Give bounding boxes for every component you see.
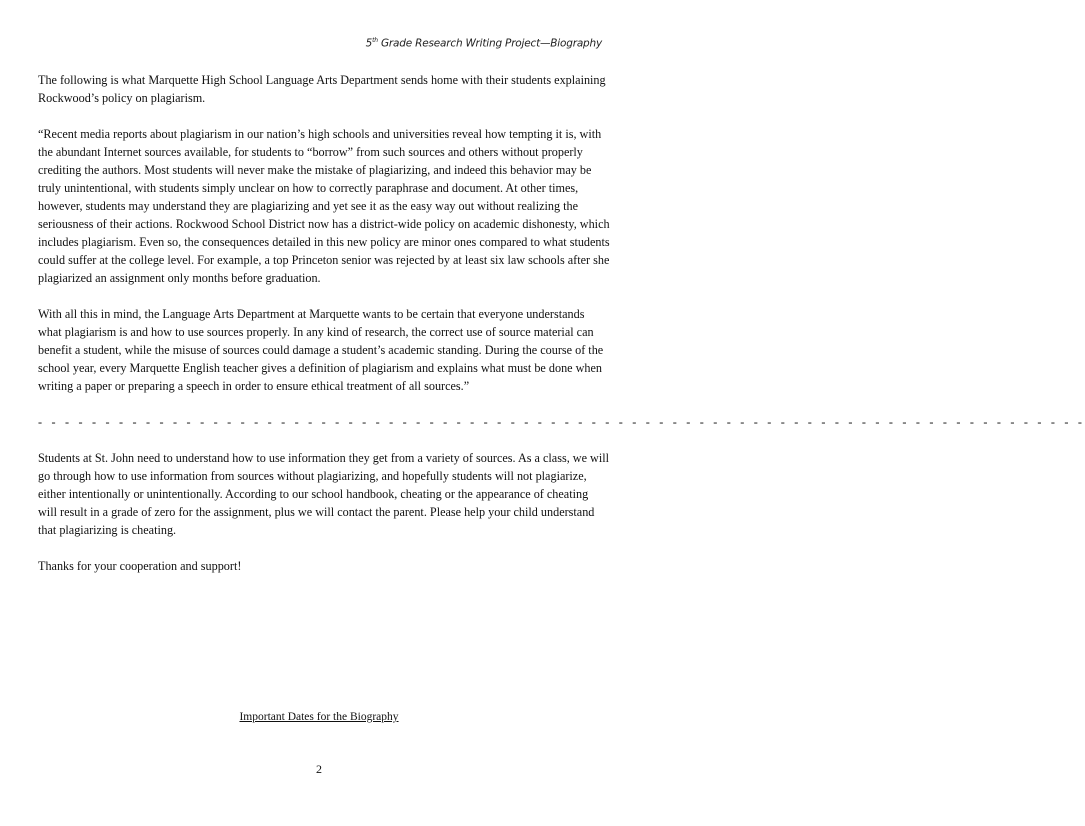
quote-paragraph-2: With all this in mind, the Language Arts Department at Marquette wants to be certain that everyone understands what plagiarism is and how to use sources properly. In any kind of research, the correct use of source material can benefit a student, while the misuse of sources could damage a student’s academic standing. During the course of the school year, every Marquette English teacher gives a definition of plagiarism and explains what must be done when writing a paper or preparing a speech in order to ensure ethical treatment of all sources.” bbox=[38, 307, 604, 393]
thanks-line: Thanks for your cooperation and support! bbox=[38, 559, 242, 573]
intro-paragraph: The following is what Marquette High School Language Arts Department sends home with their students explaining Rockwood’s policy on plagiarism. bbox=[38, 73, 606, 105]
page-header bbox=[366, 37, 602, 50]
important-dates-heading: Important Dates for the Biography bbox=[239, 711, 399, 723]
document-body bbox=[38, 71, 1085, 593]
grade-number: 5 bbox=[365, 37, 373, 50]
dashed-divider: - - - - - - - - - - - - - - - - - - - - - - - - - - - - - - - - - - - - - - - - - - - - - - - - - - - - - - - - - - - - - - - - - - - - - - - - - - - - - - bbox=[38, 415, 1085, 429]
st-john-paragraph: Students at St. John need to understand how to use information they get from a variety of sources. As a class, we will go through how to use information from sources without plagiarizing, and hopefully students will not plagiarize, either intentionally or unintentionally. According to our school handbook, cheating or the appearance of cheating will result in a grade of zero for the assignment, plus we will contact the parent. Please help your child understand that plagiarizing is cheating. bbox=[38, 451, 610, 537]
grade-suffix: th bbox=[372, 37, 378, 44]
quote-paragraph-1: “Recent media reports about plagiarism in our nation’s high schools and universities reveal how tempting it is, with the abundant Internet sources available, for students to “borrow” from such sources and others without properly crediting the authors. Most students will never make the mistake of plagiarizing, and indeed this behavior may be truly unintentional, with students simply unclear on how to correctly paraphrase and document. At other times, however, students may understand they are plagiarizing and yet see it as the easy way out without realizing the seriousness of their actions. Rockwood School District now has a district-wide policy on academic dishonesty, which includes plagiarism. Even so, the consequences detailed in this new policy are minor ones compared to what students could suffer at the college level. For example, a top Princeton senior was rejected by at least six law schools after she plagiarized an assignment only months before graduation. bbox=[38, 127, 610, 285]
page-number: 2 bbox=[316, 762, 322, 776]
header-title: Grade Research Writing Project—Biography bbox=[380, 37, 602, 50]
